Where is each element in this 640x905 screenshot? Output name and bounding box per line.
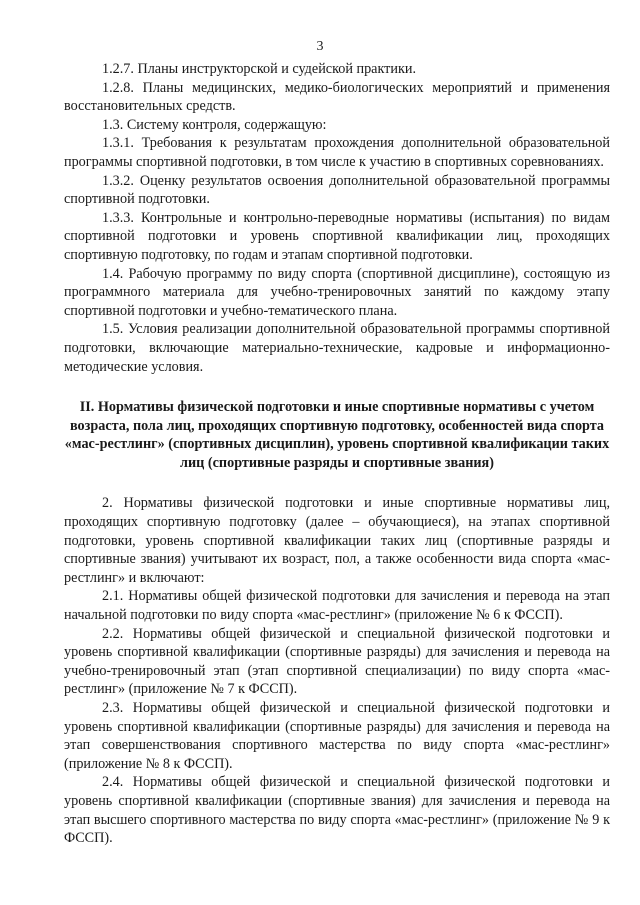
- paragraph-1-3-2: 1.3.2. Оценку результатов освоения дополнительной образовательной программы спортивной подготовки.: [64, 172, 610, 208]
- paragraph-1-3-3: 1.3.3. Контрольные и контрольно-переводные нормативы (испытания) по видам спортивной подготовки и уровень спортивной квалификации лиц, проходящих спортивную подготовку, по годам и этапам спортивной подготовки.: [64, 209, 610, 263]
- paragraph-1-3-1: 1.3.1. Требования к результатам прохождения дополнительной образовательной программы спортивной подготовки, в том числе к участию в спортивных соревнованиях.: [64, 135, 610, 170]
- paragraph-2-2: 2.2. Нормативы общей физической и специальной физической подготовки и уровень спортивной квалификации (спортивные разряды) для зачисления и перевода на учебно-тренировочный этап (этап спортивной специализации) по виду спорта «мас-рестлинг» (приложение № 7 к ФССП).: [64, 625, 610, 698]
- page-number: 3: [316, 39, 324, 54]
- paragraph-1-2-8: 1.2.8. Планы медицинских, медико-биологических мероприятий и применения восстановительных средств.: [64, 79, 610, 115]
- paragraph-2: 2. Нормативы физической подготовки и иные спортивные нормативы лиц, проходящих спортивную подготовку (далее – обучающиеся), на этапах спортивной подготовки, уровень спортивной квалификации таких лиц (спортивные разряды и спортивные звания) учитывают их возраст, пол, а также особенности вида спорта «мас-рестлинг» и включают:: [64, 495, 610, 586]
- paragraph-2-3: 2.3. Нормативы общей физической и специальной физической подготовки и уровень спортивной квалификации (спортивные разряды) для зачисления и перевода на этап совершенствования спортивного мастерства по виду спорта «мас-рестлинг» (приложение № 8 к ФССП).: [64, 700, 610, 772]
- paragraph-1-3: 1.3. Систему контроля, содержащую:: [102, 116, 327, 133]
- section-title: II. Нормативы физической подготовки и иные спортивные нормативы с учетом возраста, пола лиц, проходящих спортивную подготовку, особенностей вида спорта «мас-рестлинг» (спортивных дисциплин), уровень спортивной квалификации таких лиц (спортивные разряды и спортивные звания): [64, 399, 610, 471]
- paragraph-1-5: 1.5. Условия реализации дополнительной образовательной программы спортивной подготовки, включающие материально-технические, кадровые и информационно-методические условия.: [64, 321, 610, 375]
- paragraph-1-2-7: 1.2.7. Планы инструкторской и судейской практики.: [102, 61, 416, 77]
- paragraph-1-4: 1.4. Рабочую программу по виду спорта (спортивной дисциплине), состоящую из программного материала для учебно-тренировочных занятий по каждому этапу спортивной подготовки и учебно-тематического плана.: [64, 265, 610, 319]
- paragraph-2-1: 2.1. Нормативы общей физической подготовки для зачисления и перевода на этап начальной подготовки по виду спорта «мас-рестлинг» (приложение № 6 к ФССП).: [64, 588, 610, 624]
- paragraph-2-4: 2.4. Нормативы общей физической и специальной физической подготовки и уровень спортивной квалификации (спортивные звания) для зачисления и перевода на этап высшего спортивного мастерства по виду спорта «мас-рестлинг» (приложение № 9 к ФССП).: [64, 774, 610, 847]
- document-body: [64, 60, 610, 848]
